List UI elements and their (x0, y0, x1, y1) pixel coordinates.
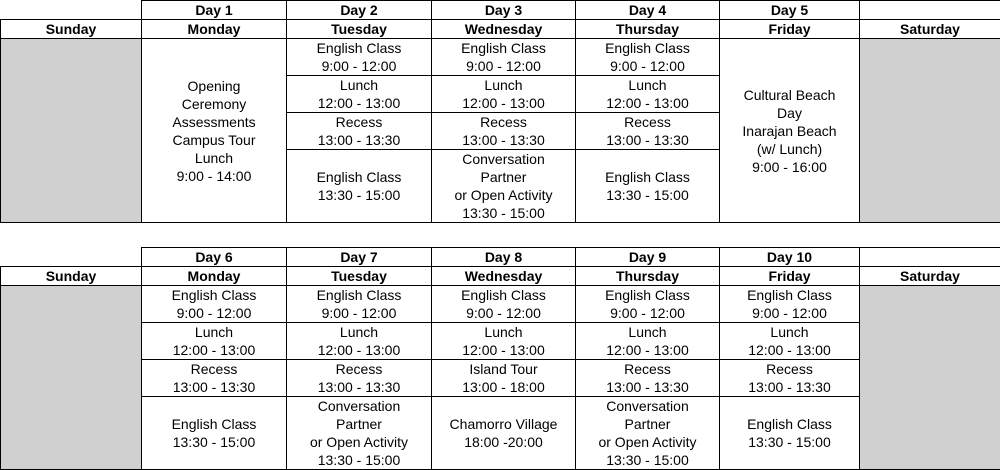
activity-cell: Conversation Partner or Open Activity 13:30 - 15:00 (432, 150, 576, 223)
activity-cell: Lunch 12:00 - 13:00 (576, 323, 720, 360)
weekday-header: Sunday (1, 20, 142, 39)
activity-cell: Lunch 12:00 - 13:00 (287, 76, 432, 113)
activity-cell: Recess 13:00 - 13:30 (576, 113, 720, 150)
schedule-row (1, 39, 1000, 76)
weekday-header: Tuesday (287, 267, 432, 286)
activity-cell: English Class 13:30 - 15:00 (287, 150, 432, 223)
activity-cell: English Class 9:00 - 12:00 (142, 286, 287, 323)
weekday-header: Thursday (576, 267, 720, 286)
blank-cell (1, 248, 142, 267)
day-label: Day 3 (432, 1, 576, 20)
activity-cell: Lunch 12:00 - 13:00 (287, 323, 432, 360)
weekday-header: Friday (720, 20, 860, 39)
weekday-header: Saturday (860, 267, 1000, 286)
activity-cell: Recess 13:00 - 13:30 (287, 113, 432, 150)
week-2-schedule-table (0, 247, 1000, 470)
weekday-header: Sunday (1, 267, 142, 286)
activity-cell: Lunch 12:00 - 13:00 (576, 76, 720, 113)
weekday-header: Tuesday (287, 20, 432, 39)
weekday-header: Friday (720, 267, 860, 286)
saturday-off-cell (860, 39, 1000, 223)
day-label: Day 5 (720, 1, 860, 20)
day-label: Day 6 (142, 248, 287, 267)
activity-cell: Recess 13:00 - 13:30 (576, 360, 720, 397)
weekday-row (1, 267, 1000, 286)
activity-cell: Recess 13:00 - 13:30 (720, 360, 860, 397)
day-label: Day 2 (287, 1, 432, 20)
activity-cell: Lunch 12:00 - 13:00 (720, 323, 860, 360)
weekday-header: Saturday (860, 20, 1000, 39)
activity-cell: Recess 13:00 - 13:30 (432, 113, 576, 150)
friday-activity-cell: Cultural Beach Day Inarajan Beach (w/ Lunch) 9:00 - 16:00 (720, 39, 860, 223)
activity-cell: English Class 9:00 - 12:00 (432, 286, 576, 323)
weekday-header: Monday (142, 20, 287, 39)
day-label: Day 10 (720, 248, 860, 267)
weekday-row (1, 20, 1000, 39)
activity-cell: English Class 9:00 - 12:00 (576, 286, 720, 323)
activity-cell: English Class 9:00 - 12:00 (432, 39, 576, 76)
day-label: Day 8 (432, 248, 576, 267)
weekday-header: Wednesday (432, 267, 576, 286)
week-1-schedule-table (0, 0, 1000, 223)
activity-cell: English Class 9:00 - 12:00 (287, 39, 432, 76)
weekday-header: Monday (142, 267, 287, 286)
activity-cell: Recess 13:00 - 13:30 (287, 360, 432, 397)
day-label: Day 9 (576, 248, 720, 267)
day-label: Day 7 (287, 248, 432, 267)
schedule-row (1, 286, 1000, 323)
sunday-off-cell (1, 286, 142, 470)
schedule-row (1, 323, 1000, 360)
activity-cell: Conversation Partner or Open Activity 13:30 - 15:00 (287, 397, 432, 470)
saturday-off-cell (860, 286, 1000, 470)
activity-cell: Lunch 12:00 - 13:00 (432, 76, 576, 113)
activity-cell: English Class 13:30 - 15:00 (142, 397, 287, 470)
activity-cell: English Class 9:00 - 12:00 (720, 286, 860, 323)
activity-cell: English Class 9:00 - 12:00 (576, 39, 720, 76)
schedule-row (1, 360, 1000, 397)
activity-cell: Lunch 12:00 - 13:00 (432, 323, 576, 360)
monday-activity-cell: Opening Ceremony Assessments Campus Tour Lunch 9:00 - 14:00 (142, 39, 287, 223)
weekday-header: Wednesday (432, 20, 576, 39)
schedule-row (1, 397, 1000, 470)
activity-cell: English Class 13:30 - 15:00 (576, 150, 720, 223)
activity-cell: Chamorro Village 18:00 -20:00 (432, 397, 576, 470)
blank-cell (860, 248, 1000, 267)
activity-cell: English Class 9:00 - 12:00 (287, 286, 432, 323)
activity-cell: Island Tour 13:00 - 18:00 (432, 360, 576, 397)
weekday-header: Thursday (576, 20, 720, 39)
day-number-row (1, 248, 1000, 267)
activity-cell: Lunch 12:00 - 13:00 (142, 323, 287, 360)
day-label: Day 1 (142, 1, 287, 20)
blank-cell (860, 1, 1000, 20)
day-number-row (1, 1, 1000, 20)
sunday-off-cell (1, 39, 142, 223)
activity-cell: Recess 13:00 - 13:30 (142, 360, 287, 397)
activity-cell: English Class 13:30 - 15:00 (720, 397, 860, 470)
activity-cell: Conversation Partner or Open Activity 13:30 - 15:00 (576, 397, 720, 470)
day-label: Day 4 (576, 1, 720, 20)
blank-cell (1, 1, 142, 20)
